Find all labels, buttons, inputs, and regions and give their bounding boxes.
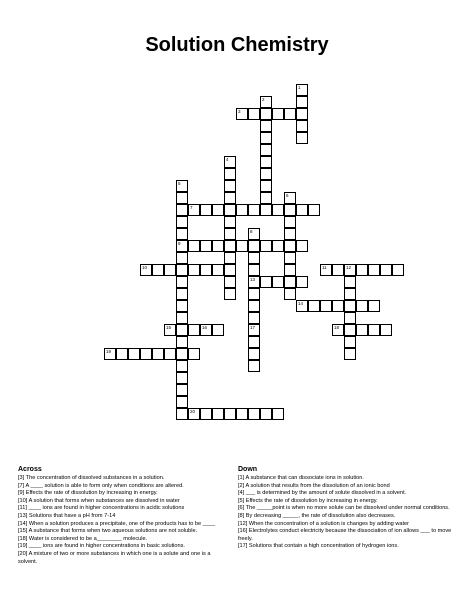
clue-number: 19: [106, 349, 112, 354]
clue-number: 1: [298, 85, 301, 90]
grid-cell[interactable]: [356, 300, 368, 312]
grid-cell[interactable]: [344, 348, 356, 360]
clue-number: 9: [178, 241, 181, 246]
clue-number: 11: [322, 265, 327, 270]
grid-cell[interactable]: [236, 240, 248, 252]
grid-cell[interactable]: [272, 204, 284, 216]
grid-cell[interactable]: [260, 180, 272, 192]
grid-cell[interactable]: [212, 264, 224, 276]
grid-cell[interactable]: [140, 348, 152, 360]
grid-cell[interactable]: [332, 264, 344, 276]
grid-cell[interactable]: [176, 312, 188, 324]
grid-cell[interactable]: [236, 108, 248, 120]
down-clues: [238, 466, 460, 551]
grid-cell[interactable]: [188, 324, 200, 336]
grid-cell[interactable]: [176, 276, 188, 288]
down-heading: Down: [238, 466, 258, 473]
down-clue: [16] Electrolytes conduct electricity because the dissociation of ion allows ___ to move freely.: [238, 528, 452, 542]
grid-cell[interactable]: [188, 348, 200, 360]
clue-number: 16: [202, 325, 208, 330]
grid-cell[interactable]: [224, 204, 236, 216]
clue-number: 7: [190, 205, 193, 210]
grid-cell[interactable]: [248, 276, 260, 288]
grid-cell[interactable]: [344, 276, 356, 288]
grid-cell[interactable]: [344, 288, 356, 300]
grid-cell[interactable]: [176, 228, 188, 240]
grid-cell[interactable]: [332, 300, 344, 312]
grid-cell[interactable]: [224, 192, 236, 204]
clue-number: 13: [250, 277, 256, 282]
grid-cell[interactable]: [224, 228, 236, 240]
across-clue: [10] A solution that forms when substances are dissolved in water: [18, 497, 180, 504]
grid-cell[interactable]: [176, 264, 188, 276]
across-clue: [3] The concentration of dissolved substances in a solution.: [18, 475, 165, 481]
grid-cell[interactable]: [284, 252, 296, 264]
grid-cell[interactable]: [176, 408, 188, 420]
grid-cell[interactable]: [200, 324, 212, 336]
grid-cell[interactable]: [140, 264, 152, 276]
grid-cell[interactable]: [236, 408, 248, 420]
grid-cell[interactable]: [248, 228, 260, 240]
grid-cell[interactable]: [224, 240, 236, 252]
grid-cell[interactable]: [320, 300, 332, 312]
grid-cell[interactable]: [368, 324, 380, 336]
grid-cell[interactable]: [212, 204, 224, 216]
grid-cell[interactable]: [176, 240, 188, 252]
across-clue: [11] ____ ions are found in higher concentrations in acidic solutions: [18, 505, 185, 512]
across-clue: [9] Effects the rate of dissolution by increasing in energy.: [18, 490, 158, 497]
grid-cell[interactable]: [176, 216, 188, 228]
down-clue: [17] Solutions that contain a high concentration of hydrogen ions.: [238, 543, 399, 550]
grid-cell[interactable]: [176, 204, 188, 216]
grid-cell[interactable]: [344, 336, 356, 348]
grid-cell[interactable]: [200, 408, 212, 420]
grid-cell[interactable]: [344, 312, 356, 324]
grid-cell[interactable]: [344, 300, 356, 312]
grid-cell[interactable]: [152, 348, 164, 360]
grid-cell[interactable]: [212, 324, 224, 336]
grid-cell[interactable]: [248, 408, 260, 420]
grid-cell[interactable]: [284, 108, 296, 120]
grid-cell[interactable]: [344, 324, 356, 336]
grid-cell[interactable]: [296, 300, 308, 312]
grid-cell[interactable]: [200, 204, 212, 216]
grid-cell[interactable]: [284, 216, 296, 228]
down-clue: [12] When the concentration of a solution is changes by adding water: [238, 520, 410, 527]
grid-cell[interactable]: [296, 84, 308, 96]
grid-cell[interactable]: [284, 204, 296, 216]
grid-cell[interactable]: [188, 264, 200, 276]
down-clue: [6] The _____point is when no more solute can be dissolved under normal conditions.: [238, 505, 450, 512]
grid-cell[interactable]: [296, 132, 308, 144]
clue-number: 14: [298, 301, 304, 306]
grid-cell[interactable]: [188, 408, 200, 420]
grid-cell[interactable]: [260, 108, 272, 120]
grid-cell[interactable]: [296, 108, 308, 120]
grid-cell[interactable]: [152, 264, 164, 276]
down-clue: [5] Effects the rate of dissolution by increasing in energy.: [238, 497, 378, 504]
grid-cell[interactable]: [176, 360, 188, 372]
grid-cell[interactable]: [272, 276, 284, 288]
across-clue: [13] Solutions that have a pH from 7-14: [18, 512, 116, 519]
grid-cell[interactable]: [224, 264, 236, 276]
grid-cell[interactable]: [284, 192, 296, 204]
clue-number: 5: [178, 181, 181, 186]
clue-number: 10: [142, 265, 148, 270]
down-clue: [1] A substance that can dissociate ions in solution.: [238, 475, 364, 481]
grid-cell[interactable]: [176, 180, 188, 192]
grid-cell[interactable]: [224, 276, 236, 288]
grid-cell[interactable]: [284, 264, 296, 276]
grid-cell[interactable]: [356, 324, 368, 336]
grid-cell[interactable]: [212, 408, 224, 420]
grid-cell[interactable]: [344, 264, 356, 276]
puzzle-title: Solution Chemistry: [145, 34, 329, 56]
grid-cell[interactable]: [260, 156, 272, 168]
grid-cell[interactable]: [308, 300, 320, 312]
grid-cell[interactable]: [284, 228, 296, 240]
clue-number: 12: [346, 265, 352, 270]
grid-cell[interactable]: [176, 300, 188, 312]
clue-number: 17: [250, 325, 256, 330]
down-clue: [4] ___ is determined by the amount of solute dissolved in a solvent.: [238, 490, 407, 497]
grid-cell[interactable]: [224, 288, 236, 300]
clue-number: 4: [226, 157, 229, 162]
grid-cell[interactable]: [380, 324, 392, 336]
grid-cell[interactable]: [308, 204, 320, 216]
grid-cell[interactable]: [260, 408, 272, 420]
grid-cell[interactable]: [368, 264, 380, 276]
grid-cell[interactable]: [392, 264, 404, 276]
grid-cell[interactable]: [380, 264, 392, 276]
grid-cell[interactable]: [176, 384, 188, 396]
grid-cell[interactable]: [296, 204, 308, 216]
clue-number: 6: [286, 193, 289, 198]
grid-cell[interactable]: [320, 264, 332, 276]
down-clue: [2] A solution that results from the dissolution of an ionic bond: [238, 482, 390, 489]
grid-cell[interactable]: [296, 96, 308, 108]
grid-cell[interactable]: [248, 288, 260, 300]
across-clue: [15] A substance that forms when two aqueous solutions are not soluble.: [18, 528, 198, 535]
grid-cell[interactable]: [224, 156, 236, 168]
grid-cell[interactable]: [272, 108, 284, 120]
grid-cell[interactable]: [368, 300, 380, 312]
across-clue: [14] When a solution produces a precipitate, one of the products has to be ____: [18, 520, 216, 527]
grid-cell[interactable]: [248, 108, 260, 120]
grid-cell[interactable]: [164, 324, 176, 336]
grid-cell[interactable]: [224, 252, 236, 264]
grid-cell[interactable]: [164, 348, 176, 360]
grid-cell[interactable]: [224, 216, 236, 228]
across-clue: [18] Water is considered to be a________ molecule.: [18, 535, 148, 542]
across-clue: [20] A mixture of two or more substances in which one is a solute and one is a solvent.: [18, 550, 211, 565]
grid-cell[interactable]: [248, 300, 260, 312]
grid-cell[interactable]: [332, 324, 344, 336]
clue-number: 15: [166, 325, 172, 330]
grid-cell[interactable]: [260, 192, 272, 204]
grid-cell[interactable]: [248, 360, 260, 372]
grid-cell[interactable]: [224, 168, 236, 180]
clue-number: 20: [190, 409, 196, 414]
down-clue-list: [238, 475, 460, 551]
grid-cell[interactable]: [236, 204, 248, 216]
grid-cell[interactable]: [260, 168, 272, 180]
grid-cell[interactable]: [260, 144, 272, 156]
across-heading: Across: [18, 466, 42, 473]
grid-cell[interactable]: [176, 288, 188, 300]
grid-cell[interactable]: [248, 252, 260, 264]
grid-cell[interactable]: [284, 288, 296, 300]
grid-cell[interactable]: [272, 408, 284, 420]
across-clue-list: [18, 475, 222, 566]
grid-cell[interactable]: [212, 240, 224, 252]
grid-cell[interactable]: [176, 252, 188, 264]
grid-cell[interactable]: [260, 204, 272, 216]
clue-number: 8: [250, 229, 253, 234]
grid-cell[interactable]: [296, 120, 308, 132]
clue-number: 2: [262, 97, 265, 102]
across-clue: [19] ____ ions are found in higher concentrations in basic solutions.: [18, 543, 185, 550]
grid-cell[interactable]: [296, 240, 308, 252]
grid-cell[interactable]: [176, 372, 188, 384]
grid-cell[interactable]: [176, 336, 188, 348]
grid-cell[interactable]: [128, 348, 140, 360]
grid-cell[interactable]: [176, 192, 188, 204]
grid-cell[interactable]: [260, 96, 272, 108]
grid-cell[interactable]: [284, 276, 296, 288]
grid-cell[interactable]: [260, 240, 272, 252]
grid-cell[interactable]: [200, 240, 212, 252]
grid-cell[interactable]: [260, 120, 272, 132]
grid-cell[interactable]: [188, 240, 200, 252]
down-clue: [8] By decreasing _____, the rate of dissolution also decreases.: [238, 512, 396, 519]
across-clue: [7] A ____ solution is able to form only when conditions are altered.: [18, 482, 184, 489]
grid-cell[interactable]: [284, 240, 296, 252]
grid-cell[interactable]: [356, 264, 368, 276]
grid-cell[interactable]: [248, 348, 260, 360]
grid-cell[interactable]: [260, 276, 272, 288]
grid-cell[interactable]: [164, 264, 176, 276]
grid-cell[interactable]: [248, 240, 260, 252]
grid-cell[interactable]: [296, 276, 308, 288]
grid-cell[interactable]: [260, 132, 272, 144]
grid-cell[interactable]: [248, 312, 260, 324]
grid-cell[interactable]: [224, 180, 236, 192]
grid-cell[interactable]: [248, 324, 260, 336]
grid-cell[interactable]: [248, 264, 260, 276]
grid-cell[interactable]: [272, 240, 284, 252]
grid-cell[interactable]: [224, 408, 236, 420]
clue-number: 3: [238, 109, 241, 114]
grid-cell[interactable]: [116, 348, 128, 360]
grid-cell[interactable]: [176, 348, 188, 360]
grid-cell[interactable]: [200, 264, 212, 276]
grid-cell[interactable]: [176, 396, 188, 408]
grid-cell[interactable]: [188, 204, 200, 216]
across-clues: [18, 466, 222, 566]
clue-number: 18: [334, 325, 340, 330]
grid-cell[interactable]: [248, 204, 260, 216]
grid-cell[interactable]: [248, 336, 260, 348]
grid-cell[interactable]: [104, 348, 116, 360]
grid-cell[interactable]: [176, 324, 188, 336]
